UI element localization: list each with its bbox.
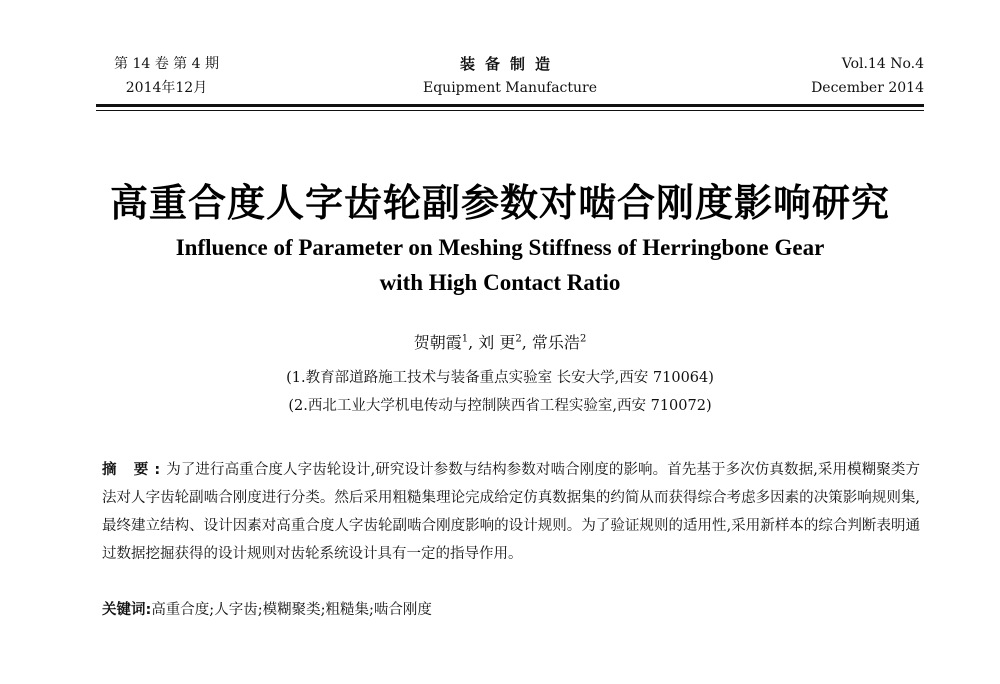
header-rule-thin <box>96 110 924 111</box>
keywords-block <box>102 596 920 624</box>
header-vol-no-en: Vol.14 No.4 <box>841 56 924 72</box>
affiliation-2: (2.西北工业大学机电传动与控制陕西省工程实验室,西安 710072) <box>288 398 712 414</box>
keywords-text: 高重合度;人字齿;模糊聚类;粗糙集;啮合刚度 <box>151 602 432 618</box>
keywords-label: 关键词: <box>102 602 152 618</box>
paper-title-en <box>0 230 1000 300</box>
paper-title-en-line1: Influence of Parameter on Meshing Stiffness of Herringbone Gear <box>175 235 825 260</box>
affiliation-list <box>0 364 1000 420</box>
journal-name-en: Equipment Manufacture <box>423 80 597 96</box>
header-volume: 第 14 卷 第 4 期 <box>114 56 219 72</box>
abstract-label: 摘 要: <box>102 462 167 478</box>
header-volume-en <box>811 52 924 100</box>
header-rule-thick <box>96 104 924 107</box>
abstract-text: 为了进行高重合度人字齿轮设计,研究设计参数与结构参数对啮合刚度的影响。首先基于多次仿真数据,采用模糊聚类方法对人字齿轮副啮合刚度进行分类。然后采用粗糙集理论完成给定仿真数据集的约简从而获得综合考虑多因素的决策影响规则集,最终建立结构、设计因素对高重合度人字齿轮副啮合刚度影响的设计规则。为了验证规则的适用性,采用新样本的综合判断表明通过数据挖掘获得的设计规则对齿轮系统设计具有一定的指导作用。 <box>102 462 920 562</box>
abstract-block <box>102 456 920 568</box>
author-list <box>0 330 1000 353</box>
paper-title-en-line2: with High Contact Ratio <box>379 270 621 295</box>
header-date: 2014年12月 <box>125 80 208 96</box>
paper-title-cn: 高重合度人字齿轮副参数对啮合刚度影响研究 <box>109 181 890 225</box>
author-separator: , <box>468 333 474 352</box>
author-name: 贺朝霞 <box>413 333 462 352</box>
author-affil-mark: 2 <box>579 333 587 345</box>
author-name: 常乐浩 <box>531 333 580 352</box>
author-separator: , <box>521 333 527 352</box>
header-journal-name <box>96 52 924 100</box>
author-affil-mark: 2 <box>515 333 522 345</box>
journal-header <box>96 52 924 112</box>
journal-name-cn: 装备制造 <box>459 55 560 73</box>
author-name: 刘 更 <box>478 333 516 352</box>
author-affil-mark: 1 <box>461 333 469 345</box>
affiliation-1: (1.教育部道路施工技术与装备重点实验室 长安大学,西安 710064) <box>286 370 714 386</box>
header-date-en: December 2014 <box>811 80 924 96</box>
